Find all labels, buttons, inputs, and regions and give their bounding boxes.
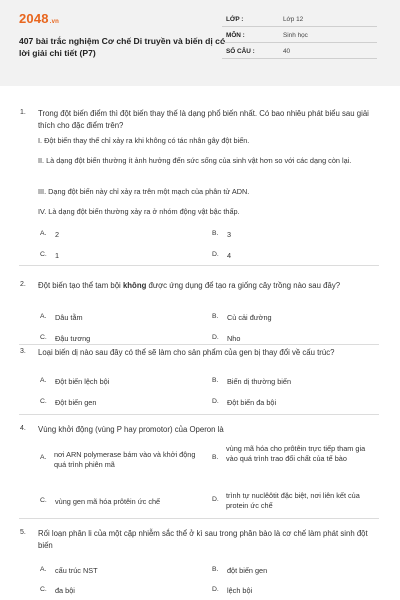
- option-letter: D.: [212, 398, 219, 405]
- option-letter: A.: [40, 377, 47, 384]
- option-letter: B.: [212, 313, 219, 320]
- option-letter: C.: [40, 398, 47, 405]
- question-divider: [19, 344, 379, 345]
- question-emphasis: không: [122, 281, 147, 290]
- question-text-part: được ứng dụng để tạo ra giống cây trồng nào sau đây?: [146, 281, 341, 290]
- option-text: Đậu tương: [55, 334, 91, 343]
- option-text: 1: [55, 251, 60, 260]
- question-number: 5.: [20, 529, 26, 536]
- statement-4: IV. Là dạng đột biến thường xảy ra ở nhóm động vật bậc thấp.: [38, 207, 240, 216]
- meta-subject: [222, 30, 377, 43]
- option-text: trình tự nuclêôtit đặc biệt, nơi liên kết của protein ức chế: [226, 491, 360, 510]
- option-text: đa bội: [55, 586, 75, 595]
- statement-3: III. Dạng đột biến này chỉ xảy ra trên một mạch của phân tử ADN.: [38, 187, 250, 196]
- question-number: 1.: [20, 109, 26, 116]
- option-letter: D.: [212, 251, 219, 258]
- question-number: 2.: [20, 281, 26, 288]
- option-letter: D.: [212, 496, 219, 503]
- question-text-part: Đột biến tạo thể tam bội: [38, 281, 123, 290]
- question-text: [38, 280, 378, 292]
- option-letter: B.: [212, 566, 219, 573]
- question-number: 4.: [20, 425, 26, 432]
- option-letter: A.: [40, 313, 47, 320]
- option-letter: C.: [40, 497, 47, 504]
- question-divider: [19, 414, 379, 415]
- option-text: Nho: [227, 334, 241, 343]
- option-letter: D.: [212, 334, 219, 341]
- question-divider: [19, 265, 379, 266]
- option-text: Biến dị thường biến: [227, 377, 292, 386]
- question-divider: [19, 518, 379, 519]
- statement-1: I. Đột biến thay thế chỉ xảy ra khi không có tác nhân gây đột biến.: [38, 136, 250, 145]
- option-letter: D.: [212, 586, 219, 593]
- option-text: Đột biến gen: [55, 398, 97, 407]
- meta-class-label: LỚP :: [226, 16, 244, 23]
- site-logo[interactable]: 2048.vn: [19, 11, 60, 26]
- option-text: vùng gen mã hóa prôtêin ức chế: [55, 497, 161, 506]
- option-text: vùng mã hóa cho prôtêin trực tiếp tham gia vào quá trình trao đổi chất của tế bào: [226, 444, 366, 463]
- document-header: [0, 0, 400, 86]
- meta-count-label: SỐ CÂU :: [226, 48, 255, 55]
- option-text: Đột biến đa bội: [227, 398, 277, 407]
- meta-class-value: Lớp 12: [283, 16, 304, 23]
- question-text: Vùng khởi động (vùng P hay promotor) của Operon là: [38, 425, 224, 434]
- option-letter: C.: [40, 334, 47, 341]
- option-letter: B.: [212, 454, 219, 461]
- option-text: lệch bội: [227, 586, 253, 595]
- option-letter: A.: [40, 230, 47, 237]
- option-text: 3: [227, 230, 232, 239]
- meta-count-value: 40: [283, 48, 291, 55]
- question-text: Loại biến dị nào sau đây có thể sẽ làm cho sản phẩm của gen bị thay đổi về cấu trúc?: [38, 348, 335, 357]
- option-text: 4: [227, 251, 232, 260]
- option-text: đột biến gen: [227, 566, 268, 575]
- meta-count: [222, 46, 377, 59]
- option-text: Dâu tằm: [55, 313, 83, 322]
- option-letter: B.: [212, 377, 219, 384]
- option-letter: B.: [212, 230, 219, 237]
- meta-subject-label: MÔN :: [226, 32, 245, 39]
- option-letter: C.: [40, 251, 47, 258]
- statement-2: II. Là dạng đột biến thường ít ảnh hưởng đến sức sống của sinh vật hơn so với các dạng còn lại.: [38, 156, 352, 165]
- option-text: Đột biến lệch bội: [55, 377, 110, 386]
- option-text: Củ cải đường: [227, 313, 272, 322]
- option-letter: C.: [40, 586, 47, 593]
- option-text: nơi ARN polymerase bám vào và khởi động quá trình phiên mã: [54, 450, 196, 469]
- question-text: Trong đột biến điểm thì đột biến thay thế là dạng phổ biến nhất. Có bao nhiêu phát biểu sau giải thích cho đặc điểm trên?: [38, 109, 369, 130]
- question-text: Rối loạn phân li của một cặp nhiễm sắc thể ở kì sau trong phân bào là cơ chế làm phát sinh đột biến: [38, 529, 368, 550]
- option-text: cấu trúc NST: [55, 566, 98, 575]
- option-text: 2: [55, 230, 60, 239]
- meta-class: [222, 14, 377, 27]
- document-title: 407 bài trắc nghiệm Cơ chế Di truyền và biến dị có lời giải chi tiết (P7): [19, 36, 226, 58]
- option-letter: A.: [40, 566, 47, 573]
- option-letter: A.: [40, 454, 47, 461]
- question-number: 3.: [20, 348, 26, 355]
- meta-subject-value: Sinh học: [283, 32, 308, 39]
